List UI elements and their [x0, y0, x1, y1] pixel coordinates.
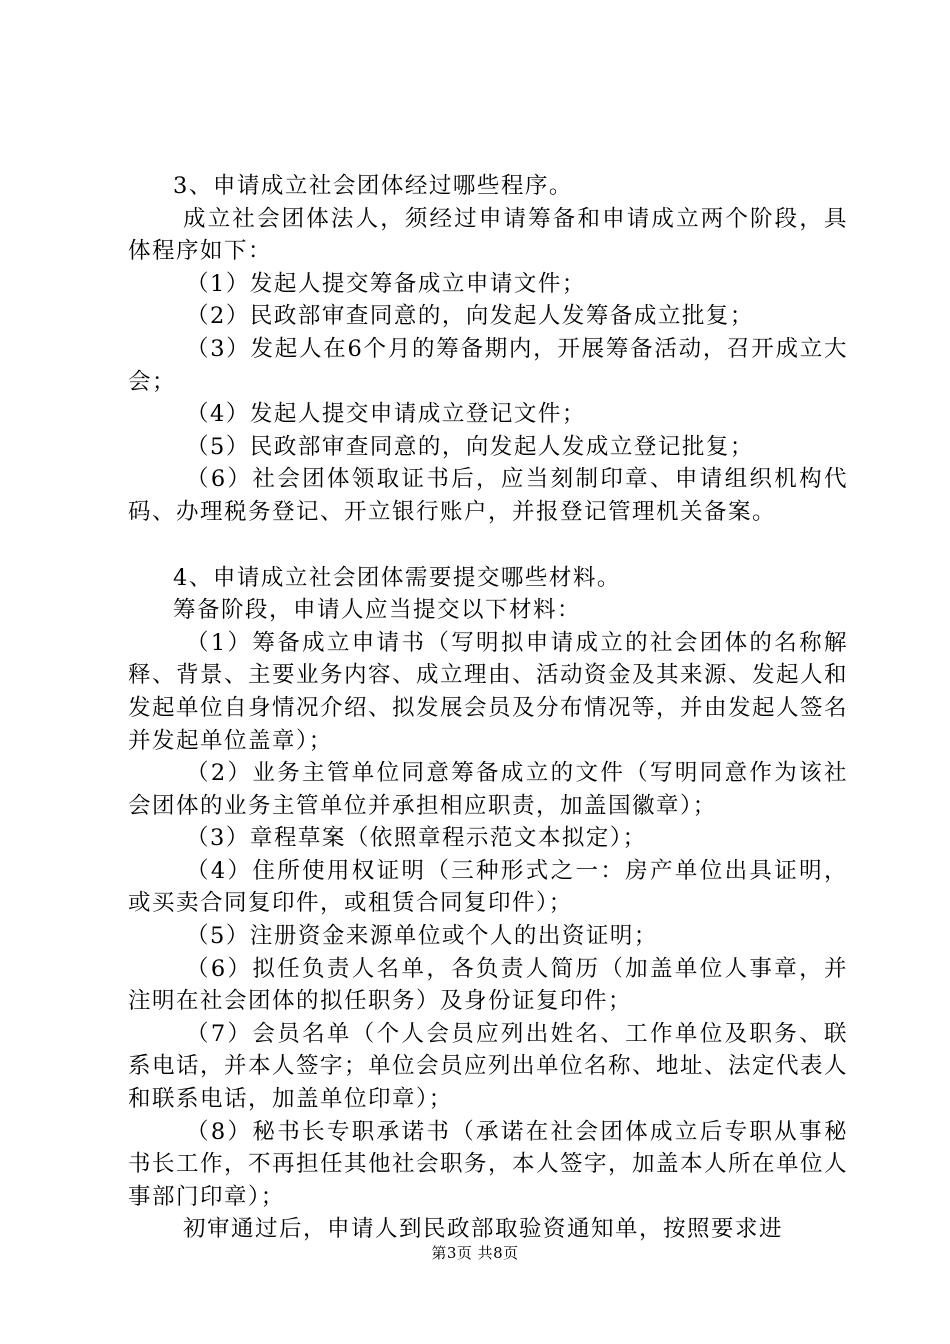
section-4-item-6: （6）拟任负责人名单，各负责人简历（加盖单位人事章，并注明在社会团体的拟任职务）及身份证复印件； [128, 955, 848, 1015]
section-3-step-5: （5）民政部审查同意的，向发起人发成立登记批复； [186, 433, 754, 460]
section-4-item-8: （8）秘书长专职承诺书（承诺在社会团体成立后专职从事秘书长工作，不再担任其他社会职务，本人签字，加盖本人所在单位人事部门印章）； [128, 1118, 849, 1210]
section-4-item-5: （5）注册资金来源单位或个人的出资证明； [186, 923, 658, 950]
section-4-item-7: （7）会员名单（个人会员应列出姓名、工作单位及职务、联系电话，并本人签字；单位会员应列出单位名称、地址、法定代表人和联系电话，加盖单位印章）； [128, 1020, 849, 1113]
section-4-item-1: （1）筹备成立申请书（写明拟申请成立的社会团体的名称解释、背景、主要业务内容、成立理由、活动资金及其来源、发起人和发起单位自身情况介绍、拟发展会员及分布情况等，并由发起人签名并发起单位盖章）； [128, 629, 849, 754]
section-4-closing: 初审通过后，申请人到民政部取验资通知单，按照要求进 [183, 1216, 784, 1243]
section-4-heading: 4、申请成立社会团体需要提交哪些材料。 [173, 564, 621, 591]
document-body [128, 170, 848, 1246]
section-4-item-4: （4）住所使用权证明（三种形式之一：房产单位出具证明，或买卖合同复印件，或租赁合同复印件）； [128, 857, 848, 917]
section-4-item-3: （3）章程草案（依照章程示范文本拟定）； [186, 825, 647, 852]
section-3-intro: 成立社会团体法人，须经过申请筹备和申请成立两个阶段，具体程序如下： [128, 205, 848, 265]
section-3-step-6: （6）社会团体领取证书后，应当刻制印章、申请组织机构代码、办理税务登记、开立银行账户，并报登记管理机关备案。 [128, 466, 848, 525]
section-3-step-3: （3）发起人在6个月的筹备期内，开展筹备活动，召开成立大会； [128, 335, 848, 395]
section-4-item-2: （2）业务主管单位同意筹备成立的文件（写明同意作为该社会团体的业务主管单位并承担相应职责，加盖国徽章）； [128, 760, 848, 819]
paragraph-gap [128, 529, 848, 562]
section-3-step-2: （2）民政部审查同意的，向发起人发筹备成立批复； [186, 303, 754, 330]
section-3-heading: 3、申请成立社会团体经过哪些程序。 [173, 173, 573, 199]
section-3-step-4: （4）发起人提交申请成立登记文件； [186, 401, 586, 428]
section-3-step-1: （1）发起人提交筹备成立申请文件； [186, 270, 586, 297]
page-number-footer: 第3页 共8页 [431, 1244, 519, 1262]
section-4-intro: 筹备阶段，申请人应当提交以下材料： [173, 597, 582, 624]
